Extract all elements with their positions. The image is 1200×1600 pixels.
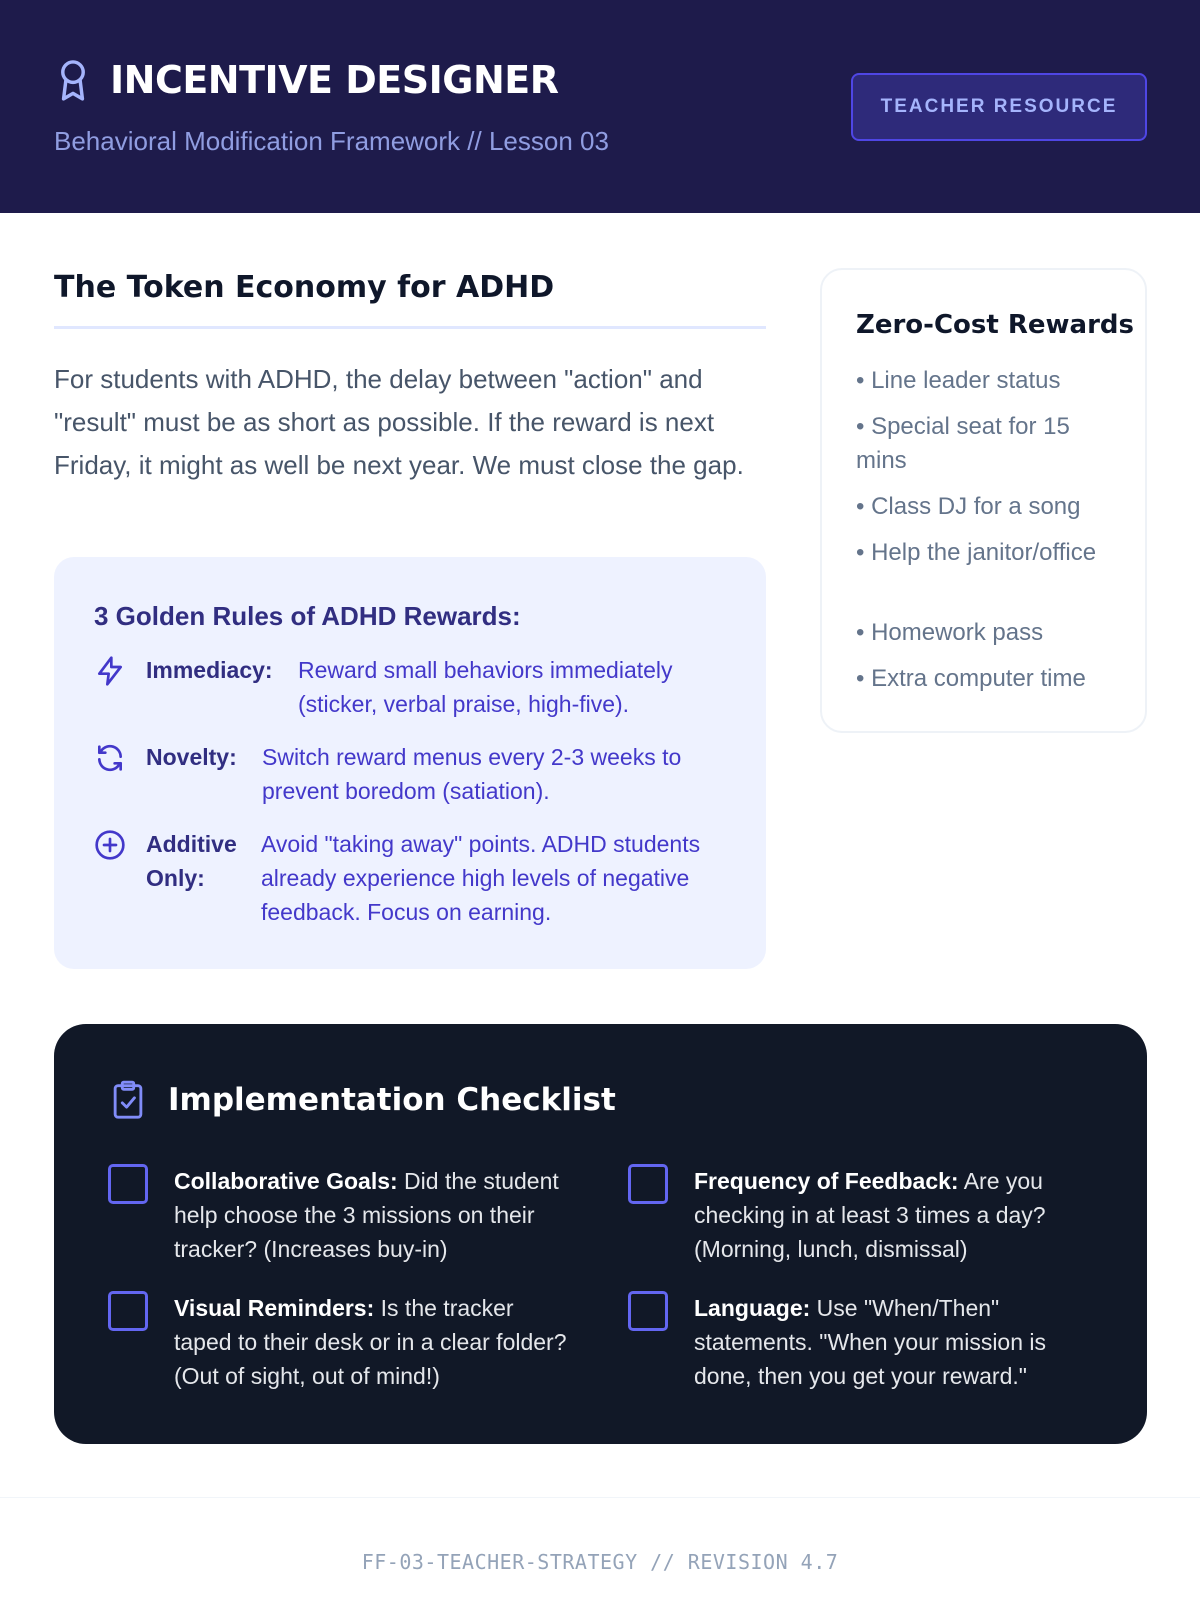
reward-list-item: • Help the janitor/office — [856, 539, 1097, 566]
rule-label: Novelty: — [146, 744, 237, 770]
checklist-item-text — [694, 1291, 1094, 1393]
intro-paragraph: For students with ADHD, the delay between "action" and "result" must be as short as possible. If the reward is next Friday, it might as well be next year. We must close the gap. — [54, 364, 744, 480]
rule-immediacy — [94, 653, 714, 721]
checklist-item-text — [694, 1164, 1084, 1266]
plus-circle-icon — [94, 829, 126, 861]
checklist-item — [628, 1291, 1098, 1393]
title-divider — [54, 326, 766, 329]
reward-list-item: • Homework pass — [856, 619, 1044, 646]
rule-text: Switch reward menus every 2-3 weeks to prevent boredom (satiation). — [262, 744, 682, 804]
page-header — [0, 0, 1200, 213]
checklist-item-text — [174, 1291, 574, 1393]
checklist-checkbox[interactable] — [108, 1291, 148, 1331]
refresh-icon — [94, 742, 126, 774]
lightning-icon — [94, 655, 126, 687]
teacher-resource-badge: TEACHER RESOURCE — [851, 73, 1147, 141]
checklist-checkbox[interactable] — [628, 1291, 668, 1331]
checklist-item-body: Is the tracker taped to their desk or in a clear folder? (Out of sight, out of mind!) — [174, 1295, 567, 1389]
rule-label: Additive Only: — [146, 831, 237, 891]
header-title-row — [54, 58, 558, 102]
reward-list-item: • Extra computer time — [856, 665, 1086, 692]
checklist-item-label: Visual Reminders: — [174, 1295, 375, 1321]
rule-additive-only — [94, 827, 724, 929]
checklist-item-label: Frequency of Feedback: — [694, 1168, 959, 1194]
checklist-item-body: Use "When/Then" statements. "When your mission is done, then you get your reward." — [694, 1295, 1047, 1389]
checklist-item — [108, 1164, 578, 1266]
rules-heading: 3 Golden Rules of ADHD Rewards: — [94, 601, 521, 631]
checklist-item-label: Collaborative Goals: — [174, 1168, 398, 1194]
section-title: The Token Economy for ADHD — [54, 270, 555, 305]
golden-rules-box — [54, 557, 766, 969]
rule-novelty — [94, 740, 724, 808]
checklist-item-label: Language: — [694, 1295, 811, 1321]
rule-text: Reward small behaviors immediately (sticker, verbal praise, high-five). — [298, 657, 673, 717]
rule-label: Immediacy: — [146, 657, 273, 683]
award-icon — [54, 58, 92, 102]
footer-code: FF-03-TEACHER-STRATEGY // REVISION 4.7 — [361, 1550, 839, 1574]
clipboard-check-icon — [110, 1080, 146, 1120]
checklist-checkbox[interactable] — [108, 1164, 148, 1204]
implementation-checklist — [54, 1024, 1147, 1444]
zero-cost-rewards-card — [820, 268, 1147, 733]
checklist-item-body: Did the student help choose the 3 missions on their tracker? (Increases buy-in) — [174, 1168, 559, 1262]
reward-list-item: • Class DJ for a song — [856, 493, 1081, 520]
rule-text: Avoid "taking away" points. ADHD students already experience high levels of negative feedback. Focus on earning. — [261, 831, 701, 925]
footer-divider — [0, 1497, 1200, 1498]
reward-list-item: • Special seat for 15 mins — [856, 413, 1070, 474]
checklist-header — [110, 1080, 616, 1120]
reward-list-item: • Line leader status — [856, 367, 1061, 394]
sidebar-title: Zero-Cost Rewards — [856, 310, 1134, 340]
app-title: INCENTIVE DESIGNER — [110, 58, 559, 102]
checklist-checkbox[interactable] — [628, 1164, 668, 1204]
checklist-item — [628, 1164, 1098, 1266]
header-subtitle: Behavioral Modification Framework // Lesson 03 — [54, 126, 609, 156]
checklist-title: Implementation Checklist — [168, 1082, 616, 1118]
checklist-item — [108, 1291, 578, 1393]
checklist-item-text — [174, 1164, 574, 1266]
checklist-item-body: Are you checking in at least 3 times a day? (Morning, lunch, dismissal) — [694, 1168, 1046, 1262]
